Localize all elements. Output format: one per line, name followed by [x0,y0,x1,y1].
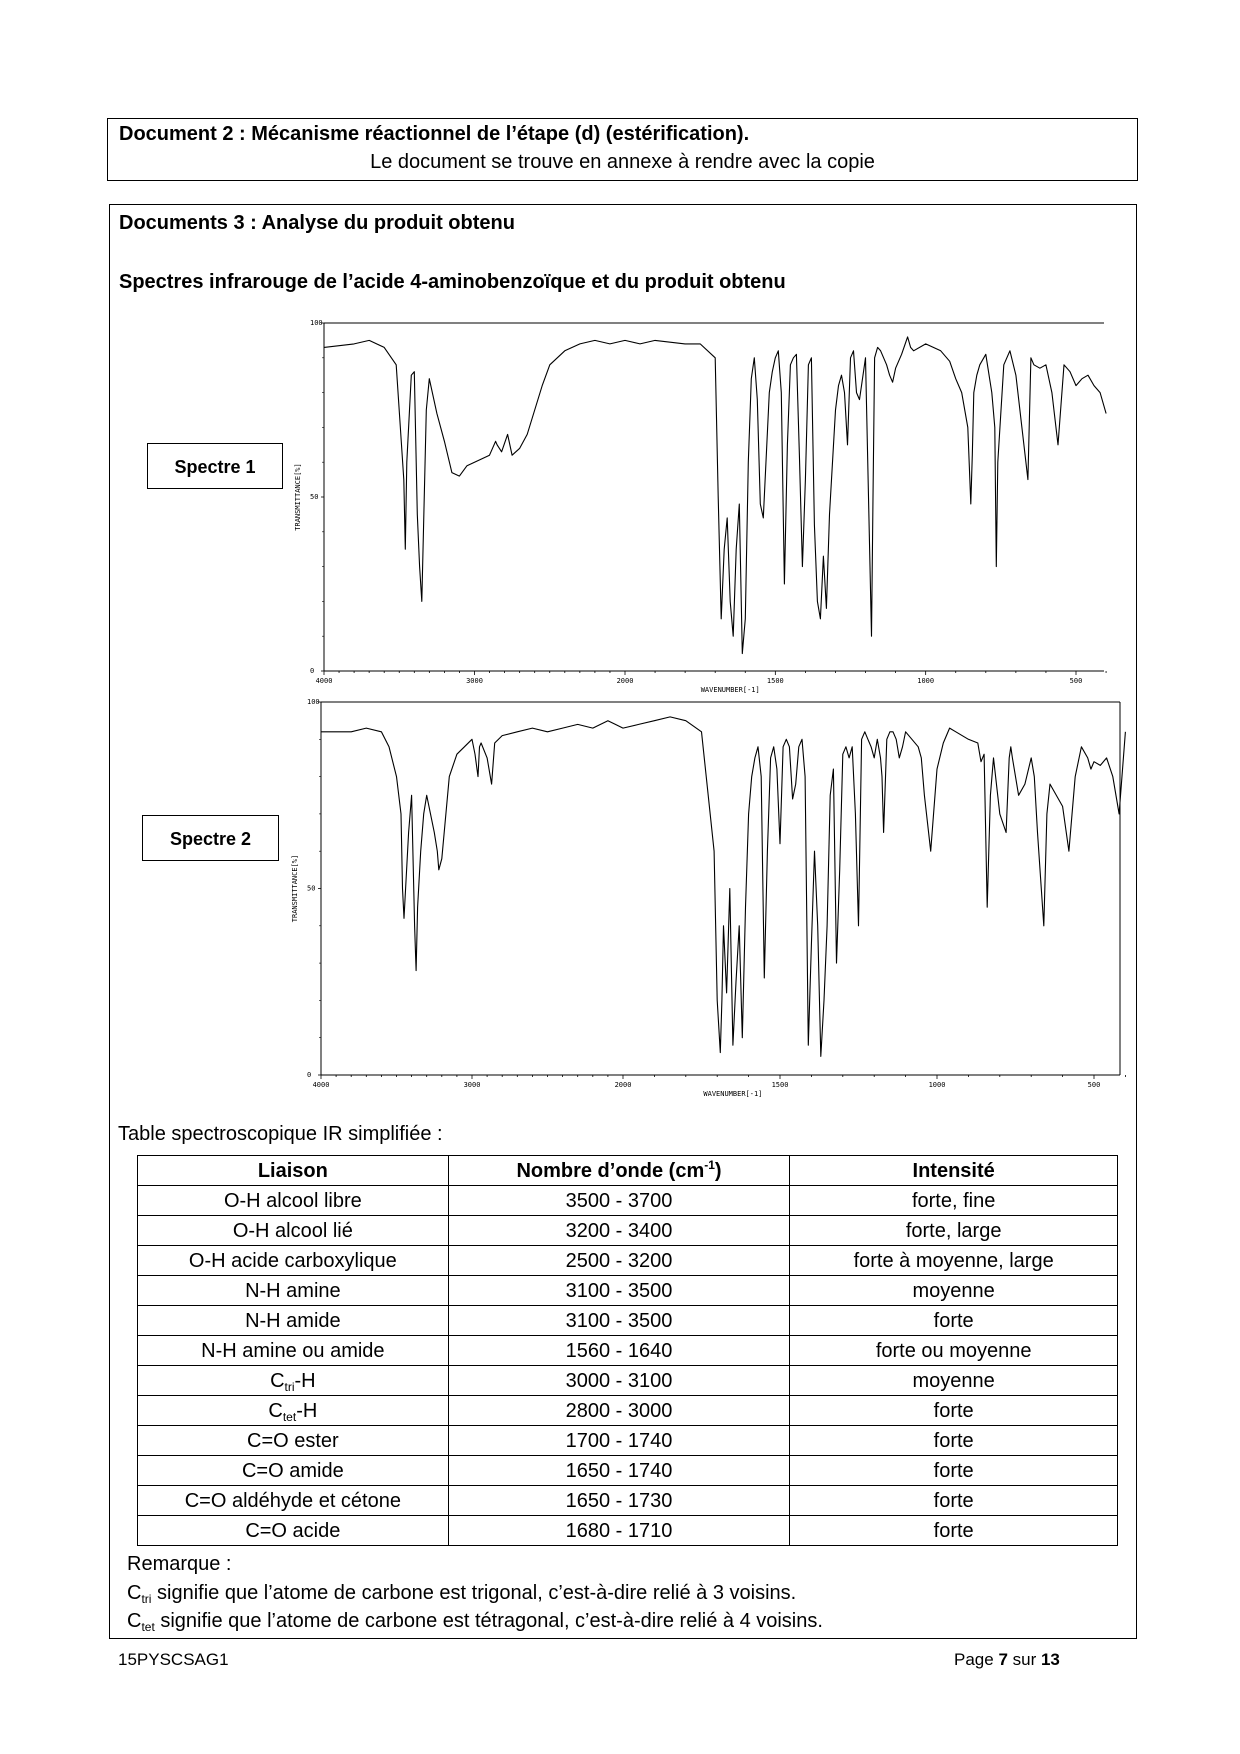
remark-line-2: $C_{tet}$ signifie que l’atome de carbone est tétragonal, c’est-à-dire relié à 4 voisins. [127,1610,823,1634]
spectra-heading: Spectres infrarouge de l’acide 4-aminobenzoïque et du produit obtenu [119,271,786,293]
cell-intensite: forte ou moyenne [790,1336,1118,1366]
spectrum-2-chart [284,697,1127,1105]
cell-nombre: 1560 - 1640 [448,1336,790,1366]
cell-intensite: forte [790,1456,1118,1486]
footer-page-number: Page 7 sur 13 [954,1650,1060,1669]
y-tick-label: 0 [310,667,315,675]
document-2-box [107,118,1138,181]
x-tick-label: 500 [1087,1081,1101,1089]
cell-liaison: O-H alcool libre [138,1186,449,1216]
spectrum-line [321,717,1125,1057]
ir-table [137,1155,1118,1546]
cell-nombre: 1700 - 1740 [448,1426,790,1456]
x-axis-label: WAVENUMBER[-1] [703,1090,763,1098]
table-row [138,1246,1118,1276]
cell-intensite: forte à moyenne, large [790,1246,1118,1276]
x-tick-label: 2000 [616,677,634,685]
cell-intensite: forte [790,1396,1118,1426]
table-row [138,1456,1118,1486]
spectrum-1-label: Spectre 1 [147,443,283,489]
cell-liaison: O-H alcool lié [138,1216,449,1246]
cell-nombre: 3500 - 3700 [448,1186,790,1216]
cell-liaison: C=O acide [138,1516,449,1546]
cell-liaison: N-H amine ou amide [138,1336,449,1366]
x-tick-label: 1500 [766,677,784,685]
cell-nombre: 3000 - 3100 [448,1366,790,1396]
cell-nombre: 3200 - 3400 [448,1216,790,1246]
x-tick-label: 1000 [917,677,935,685]
x-tick-label: 2000 [614,1081,632,1089]
cell-nombre: 3100 - 3500 [448,1276,790,1306]
x-tick-label: 1000 [928,1081,946,1089]
table-row [138,1516,1118,1546]
cell-nombre: 1680 - 1710 [448,1516,790,1546]
y-tick-label: 100 [307,698,320,706]
cell-liaison: $C_{tet}-H$ [138,1396,449,1426]
cell-intensite: forte, fine [790,1186,1118,1216]
spectrum-2-label: Spectre 2 [142,815,279,861]
cell-intensite: moyenne [790,1276,1118,1306]
y-tick-label: 100 [310,319,323,327]
cell-intensite: moyenne [790,1366,1118,1396]
x-tick-label: 4000 [312,1081,330,1089]
cell-liaison: $C_{tri}-H$ [138,1366,449,1396]
cell-nombre: 1650 - 1730 [448,1486,790,1516]
cell-intensite: forte [790,1486,1118,1516]
cell-liaison: C=O aldéhyde et cétone [138,1486,449,1516]
y-axis-label: TRANSMITTANCE[%] [294,463,302,531]
header-liaison: Liaison [138,1156,449,1186]
header-nombre-onde: Nombre d’onde $(cm^{-1})$ [448,1156,790,1186]
table-row [138,1216,1118,1246]
documents-3-title: Documents 3 : Analyse du produit obtenu [119,212,515,234]
table-row [138,1486,1118,1516]
table-row [138,1396,1118,1426]
document-2-subtitle: Le document se trouve en annexe à rendre avec la copie [370,151,875,173]
x-tick-label: 3000 [466,677,483,685]
cell-liaison: C=O ester [138,1426,449,1456]
cell-nombre: 2800 - 3000 [448,1396,790,1426]
cell-liaison: O-H acide carboxylique [138,1246,449,1276]
header-intensite: Intensité [790,1156,1118,1186]
spectrum-line [324,337,1106,654]
table-row [138,1186,1118,1216]
table-row [138,1276,1118,1306]
table-caption: Table spectroscopique IR simplifiée : [118,1123,443,1145]
x-tick-label: 4000 [315,677,333,685]
cell-nombre: 3100 - 3500 [448,1306,790,1336]
cell-liaison: N-H amide [138,1306,449,1336]
x-tick-label: 3000 [463,1081,481,1089]
cell-intensite: forte [790,1426,1118,1456]
x-axis-label: WAVENUMBER[-1] [700,686,760,694]
footer-code: 15PYSCSAG1 [118,1650,229,1669]
cell-nombre: 1650 - 1740 [448,1456,790,1486]
cell-intensite: forte [790,1306,1118,1336]
cell-liaison: C=O amide [138,1456,449,1486]
remark-line-1: $C_{tri}$ signifie que l’atome de carbone est trigonal, c’est-à-dire relié à 3 voisins. [127,1582,797,1606]
table-row [138,1336,1118,1366]
cell-intensite: forte, large [790,1216,1118,1246]
y-tick-label: 0 [307,1071,312,1079]
x-tick-label: 1500 [771,1081,789,1089]
spectrum-1-chart [284,318,1112,698]
table-row [138,1426,1118,1456]
remark-title: Remarque : [127,1553,232,1575]
table-header-row [138,1156,1118,1186]
cell-intensite: forte [790,1516,1118,1546]
y-axis-label: TRANSMITTANCE[%] [291,854,299,923]
table-row [138,1366,1118,1396]
cell-liaison: N-H amine [138,1276,449,1306]
table-row [138,1306,1118,1336]
y-tick-label: 50 [307,884,316,893]
document-2-title: Document 2 : Mécanisme réactionnel de l’étape (d) (estérification). [119,123,750,145]
cell-nombre: 2500 - 3200 [448,1246,790,1276]
x-tick-label: 500 [1069,677,1083,685]
y-tick-label: 50 [310,493,319,501]
